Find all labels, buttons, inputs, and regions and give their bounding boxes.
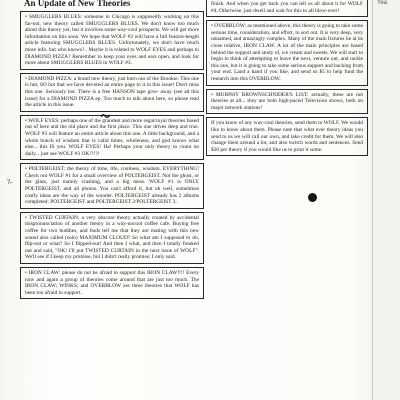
theory-text: finish. And when you get back you can tell us all about it for WOLF #4. Otherwise, just dwell and wait for this to all blow-over!	[211, 1, 363, 14]
theory-wolf-eyes	[20, 115, 204, 161]
theory-text: • DIAMOND PIZZA: a brand new theory, just born out of the Brookie. This one is hot, SO hot that we have devoted an entire page to it in this issue! Don't miss this one. Seriously hot. There is a free HANSON tape give- away (see ad this issue) for a DIAMOND PIZZA ep. Too much to talk about here, so please read the article in this issue.	[25, 75, 199, 109]
theory-smugglers-blues	[20, 11, 204, 70]
theory-murphy-list	[206, 89, 368, 115]
theory-text: • POLTERGEIST: the theory of time, life, coolness, wisdom, EVERYTHING! Check out WOLF #1 for a small overview of POLTERGEIST. Not the ghost, or the glass, just mainly crashing, and a big mess. WOLF #1 is ONLY POLTERGEIST, and all photos. You can't afford it, but oh well, sometimes costly ideas are the way of the wonder. POLTERGEIST already has 2 albums completed: POLTERGEIST and POLTERGEIST 2/POLTERGEIST 3.	[25, 166, 199, 206]
submission-notice	[206, 117, 368, 156]
theory-continued	[206, 0, 368, 17]
theory-text: • IRON CLAW: please do not be afraid to support this IRON CLAW!!!! Every now and again a group of theories come around that are just too much. The IRON CLAW; WINKS; and OVERBLOW are three theories that WOLF has been too afraid to support.	[25, 270, 199, 296]
theory-text: • WOLF EYES: perhaps one of the grandest and more regal/royal theories based out of here and the old place and the first place. This one drives deep and true. WOLF #3 will feature an entire article about this one. A little background, and a whole bunch of wisdom that is valid times, wholeness, and god knows what else... this IS you. WOLF EYES! Ha! Perhaps your only theory to count on daily... just see WOLF #3 OK!?!?!	[25, 117, 199, 157]
next-page-edge	[372, 0, 400, 400]
edge-text: Yea	[377, 0, 388, 6]
theory-overblow	[206, 20, 368, 85]
left-column	[20, 0, 204, 302]
theory-text: • OVERBLOW: as mentioned above, this theory is going to take some serious time, consideration, and effort, to sort out. It is very deep, very unnamed, and amazingly complex. Many of the main fixtures lie at its close relative, IRON CLAW. A lot of the main principles are based behind the support and study of, ice cream and sweets. We will start to begin to think of attempting to leave the next, venture out, and tackle this one, but it is going to take some serious support and backing from your end. Land a hand if you like, and send us $5 to help fund the research into this OVERBLOW.	[211, 23, 364, 82]
theory-text: • TWISTED CURTAIN: a very obscure theory actually created by accidental mispronunciation of another theory in a way-uncool coffee cafe. Buying free coffee for two buddies, and buds tell me that they are mating with this new sound also called (solo) MAXIMUM CLOUD? So what am I supposed to do, flip-out or what? So I flipped-out! And then I what, and then I totally freaked out and said, "OK! I'll put TWISTED CURTAIN in the next issue of WOLF". We'll see if I keep my promise, but I didn't really promise; I only said.	[25, 214, 199, 261]
notice-text: If you know of any way-cool theories, send them to WOLF. We would like to know about them. Please note that what ever theory ideas you send to us we will call our own, and take credit for them. We will also change them around a lot, and also switch words and sentences. Send $20 per theory if you would like us to print it some.	[211, 120, 363, 153]
theory-text: • SMUGGLERS BLUES: someone in Chicago is supposedly working on this far-out, new theory called SMUGGLERS BLUES. We don't know too much about this theory yet, but it involves some way-cool prospects. We will get more information on this soon. We hope that WOLF #3 will have a full feature-length article featuring SMUGGLERS BLUES. Unfortunately, we don't have much more info. but who knows?.. Maybe it is related to WOLF EYES and perhaps to DIAMOND PIZZA? Remember to keep your eyes and ears open, and look for more about SMUGGLERS BLUES in WOLF #3.	[25, 14, 199, 67]
margin-mark: ?-	[7, 178, 13, 186]
theory-iron-claw	[20, 267, 204, 299]
ink-scribble-icon	[101, 113, 110, 119]
theory-poltergeist	[20, 163, 204, 209]
theory-text: • MURPHY BROWNSCHNIDER'S LIST: actually, these are not theories at all... they are both high-paced Television shows, both on major network stations!	[211, 91, 363, 111]
right-column	[206, 0, 368, 159]
theory-twisted-curtain	[20, 212, 204, 264]
ink-blot-icon	[308, 193, 317, 202]
page-title: An Update of New Theories	[24, 0, 131, 8]
theory-diamond-pizza	[20, 73, 204, 112]
